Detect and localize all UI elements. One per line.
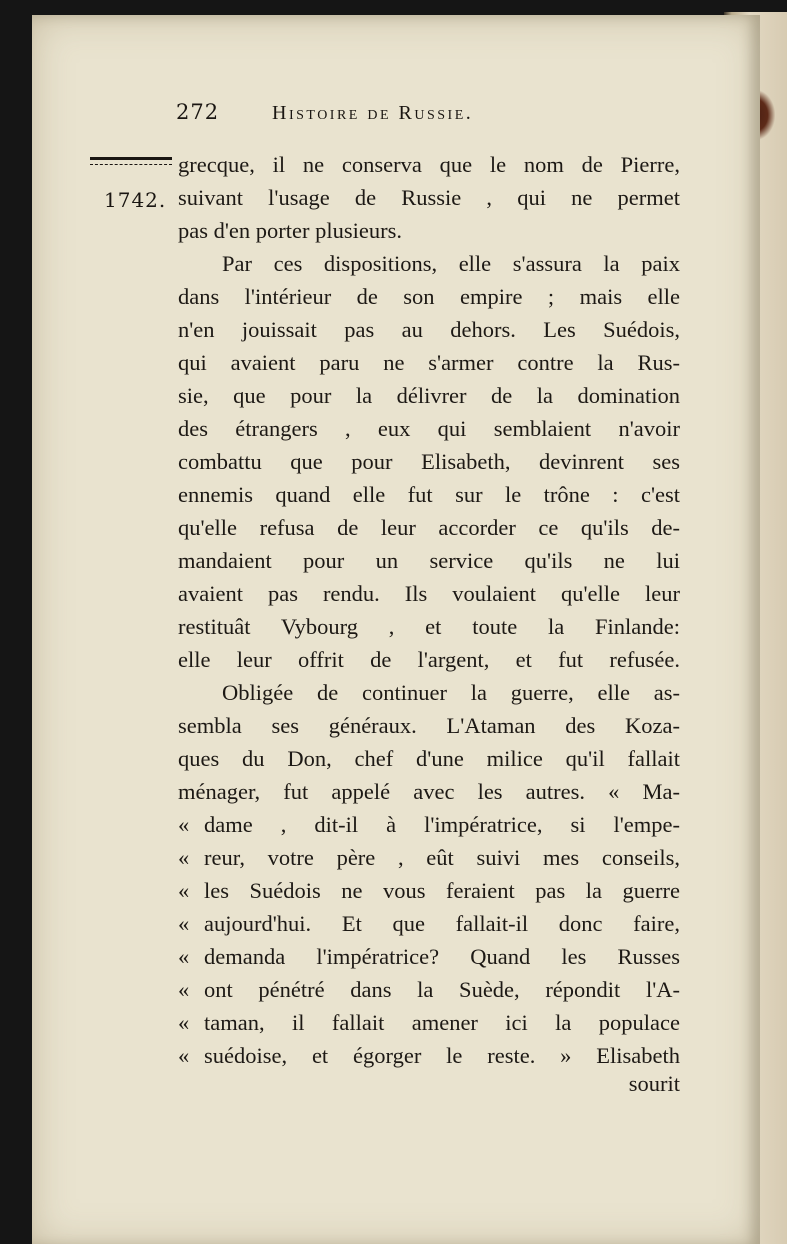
text-line: dans l'intérieur de son empire ; mais elle (178, 284, 680, 309)
text-line: Par ces dispositions, elle s'assura la paix (222, 251, 680, 276)
quote-line (178, 1007, 680, 1039)
quote-mark: « (178, 845, 190, 870)
quote-line (178, 809, 680, 841)
quote-line (178, 842, 680, 874)
text-line: ennemis quand elle fut sur le trône : c'est (178, 482, 680, 507)
quote-text: ont pénétré dans la Suède, répondit l'A- (204, 977, 680, 1002)
text-line: sie, que pour la délivrer de la domination (178, 383, 680, 408)
quote-mark: « (178, 944, 190, 969)
text-line: mandaient pour un service qu'ils ne lui (178, 548, 680, 573)
text-line: grecque, il ne conserva que le nom de Pierre, (178, 152, 680, 177)
quote-text: dame , dit-il à l'impératrice, si l'empe- (204, 812, 680, 837)
quote-mark: « (178, 911, 190, 936)
text-line: ménager, fut appelé avec les autres. « Ma- (178, 779, 680, 804)
quote-text: demanda l'impératrice? Quand les Russes (204, 944, 680, 969)
text-line: qui avaient paru ne s'armer contre la Rus- (178, 350, 680, 375)
text-line: avaient pas rendu. Ils voulaient qu'elle leur (178, 581, 680, 606)
quote-line (178, 941, 680, 973)
running-title: Histoire de Russie. (272, 102, 474, 124)
text-line: des étrangers , eux qui semblaient n'avoir (178, 416, 680, 441)
quote-line (178, 908, 680, 940)
text-line: restituât Vybourg , et toute la Finlande: (178, 614, 680, 639)
text-line: Obligée de continuer la guerre, elle as- (222, 680, 680, 705)
text-line: qu'elle refusa de leur accorder ce qu'ils de- (178, 515, 680, 540)
quote-line (178, 974, 680, 1006)
quote-text: aujourd'hui. Et que fallait-il donc faire, (204, 911, 680, 936)
quote-mark: « (178, 878, 190, 903)
catchword: sourit (628, 1071, 680, 1096)
section-rule (90, 157, 172, 165)
page-number: 272 (176, 100, 220, 124)
quote-text: taman, il fallait amener ici la populace (204, 1010, 680, 1035)
quote-mark: « (178, 812, 190, 837)
page-header (176, 100, 680, 134)
quote-text: reur, votre père , eût suivi mes conseils, (204, 845, 680, 870)
quote-mark: « (178, 1043, 190, 1068)
quote-text: suédoise, et égorger le reste. » Elisabeth (204, 1043, 680, 1068)
text-line: sembla ses généraux. L'Ataman des Koza- (178, 713, 680, 738)
quote-line (178, 875, 680, 907)
quote-mark: « (178, 977, 190, 1002)
text-line: pas d'en porter plusieurs. (178, 218, 403, 243)
quote-mark: « (178, 1010, 190, 1035)
text-line: suivant l'usage de Russie , qui ne permet (178, 185, 680, 210)
text-line: n'en jouissait pas au dehors. Les Suédois, (178, 317, 680, 342)
text-line: combattu que pour Elisabeth, devinrent ses (178, 449, 680, 474)
text-line: elle leur offrit de l'argent, et fut refusée. (178, 647, 680, 672)
quote-text: les Suédois ne vous feraient pas la guerre (204, 878, 680, 903)
margin-year-note: 1742. (104, 188, 167, 212)
text-line: ques du Don, chef d'une milice qu'il fallait (178, 746, 680, 771)
